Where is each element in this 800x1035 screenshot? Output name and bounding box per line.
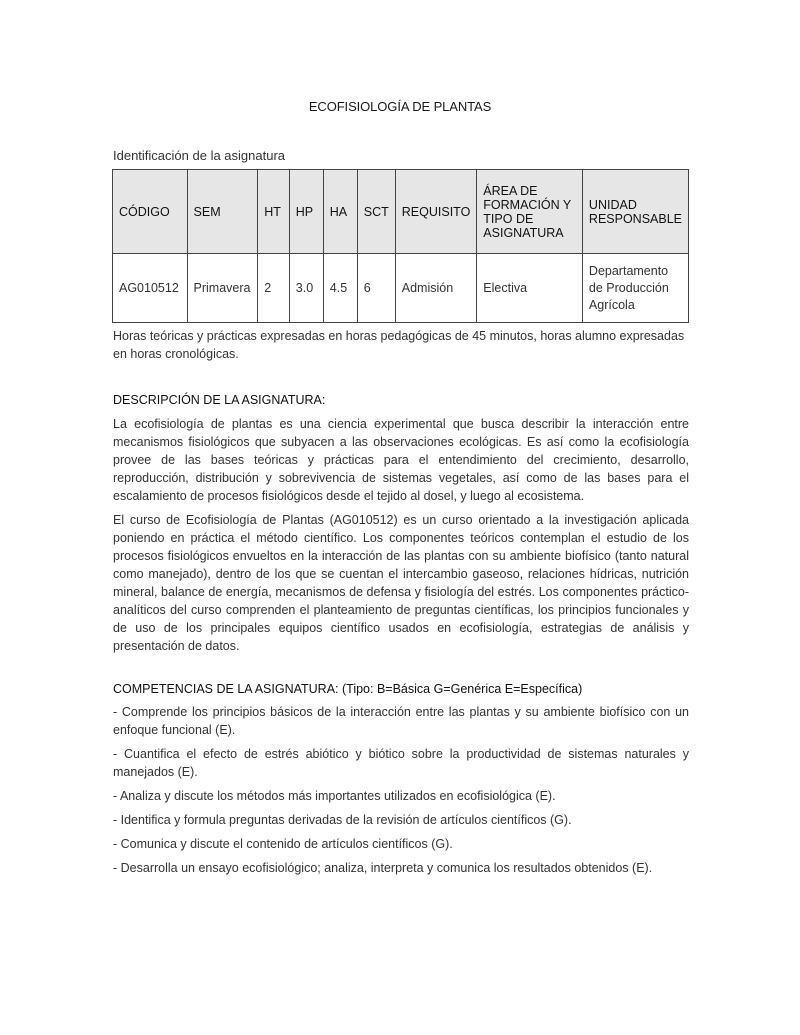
header-ha: HA bbox=[323, 170, 357, 254]
page-title: ECOFISIOLOGÍA DE PLANTAS bbox=[308, 99, 492, 114]
cell-codigo: AG010512 bbox=[113, 254, 188, 323]
cell-sct: 6 bbox=[357, 254, 395, 323]
list-item: - Identifica y formula preguntas derivadas de la revisión de artículos científicos (G). bbox=[113, 813, 572, 827]
cell-requisito: Admisión bbox=[395, 254, 477, 323]
cell-unidad: Departamento de Producción Agrícola bbox=[582, 254, 688, 323]
cell-ht: 2 bbox=[258, 254, 289, 323]
list-item: - Desarrolla un ensayo ecofisiológico; analiza, interpreta y comunica los resultados obtenidos (E). bbox=[113, 861, 653, 875]
description-paragraph-1: La ecofisiología de plantas es una ciencia experimental que busca describir la interacción entre mecanismos fisiológicos que subyacen a las observaciones ecológicas. Es así como la ecofisiología provee de las bases teóricas y prácticas para el entendimiento del crecimiento, desarrollo, reproducción, distribución y sobrevivencia de sistemas vegetales, así como de las bases para el escalamiento de procesos fisiológicos desde el tejido al dosel, y luego al ecosistema. bbox=[113, 417, 689, 503]
header-sct: SCT bbox=[357, 170, 395, 254]
cell-area: Electiva bbox=[477, 254, 583, 323]
header-ht: HT bbox=[258, 170, 289, 254]
list-item: - Comunica y discute el contenido de artículos científicos (G). bbox=[113, 837, 453, 851]
header-requisito: REQUISITO bbox=[395, 170, 477, 254]
competencies-list bbox=[113, 703, 689, 883]
header-area: ÁREA DE FORMACIÓN Y TIPO DE ASIGNATURA bbox=[477, 170, 583, 254]
list-item: - Analiza y discute los métodos más importantes utilizados en ecofisiológica (E). bbox=[113, 789, 556, 803]
table-header-row bbox=[113, 170, 689, 254]
description-paragraph-2: El curso de Ecofisiología de Plantas (AG010512) es un curso orientado a la investigación aplicada poniendo en práctica el método científico. Los componentes teóricos contemplan el estudio de los procesos fisiológicos envueltos en la interacción de las plantas con su ambiente biofísico (tanto natural como manejado), dentro de los que se cuentan el intercambio gaseoso, relaciones hídricas, nutrición mineral, balance de energía, mecanismos de defensa y fisiología del estrés. Los componentes práctico-analíticos del curso comprenden el planteamiento de preguntas científicas, los principios funcionales y de uso de los principales equipos científico usados en ecofisiología, estrategias de análisis y presentación de datos. bbox=[113, 513, 689, 653]
header-sem: SEM bbox=[187, 170, 258, 254]
list-item: - Cuantifica el efecto de estrés abiótico y biótico sobre la productividad de sistemas naturales y manejados (E). bbox=[113, 747, 689, 779]
header-codigo: CÓDIGO bbox=[113, 170, 188, 254]
cell-hp: 3.0 bbox=[289, 254, 323, 323]
description-heading: DESCRIPCIÓN DE LA ASIGNATURA: bbox=[113, 393, 326, 407]
cell-ha: 4.5 bbox=[323, 254, 357, 323]
hours-note: Horas teóricas y prácticas expresadas en horas pedagógicas de 45 minutos, horas alumno expresadas en horas cronológicas. bbox=[113, 329, 685, 361]
competencies-heading: COMPETENCIAS DE LA ASIGNATURA: (Tipo: B=Básica G=Genérica E=Específica) bbox=[113, 682, 583, 696]
header-unidad: UNIDAD RESPONSABLE bbox=[582, 170, 688, 254]
identification-label: Identificación de la asignatura bbox=[113, 148, 286, 163]
cell-sem: Primavera bbox=[187, 254, 258, 323]
table-row bbox=[113, 254, 689, 323]
course-info-table bbox=[112, 169, 689, 323]
list-item: - Comprende los principios básicos de la interacción entre las plantas y su ambiente biofísico con un enfoque funcional (E). bbox=[113, 705, 689, 737]
header-hp: HP bbox=[289, 170, 323, 254]
